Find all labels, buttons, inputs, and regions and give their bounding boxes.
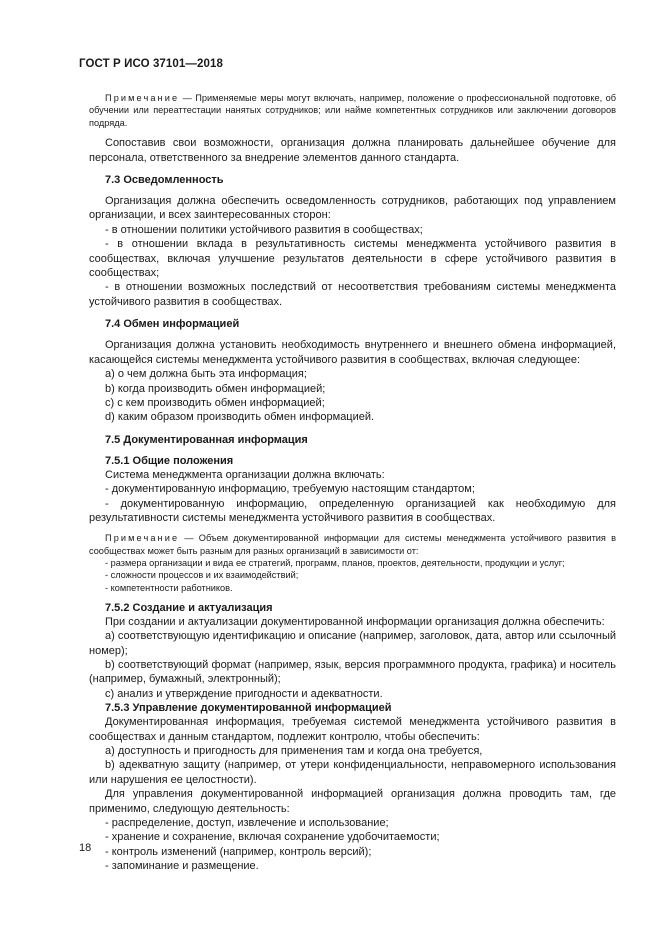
note-training — [89, 92, 616, 129]
list-item: - контроль изменений (например, контроль версий); — [105, 845, 372, 858]
list-item: c) с кем производить обмен информацией; — [105, 396, 325, 409]
note-list-item: - сложности процессов и их взаимодействий; — [105, 570, 299, 581]
section-heading-7-5: 7.5 Документированная информация — [105, 433, 308, 446]
section-heading-7-5-3: 7.5.3 Управление документированной информацией — [105, 702, 392, 715]
list-item: b) соответствующий формат (например, язык, версия программного продукта, графика) и носитель (например, бумажный, электронный); — [89, 658, 616, 686]
section-7-5-3-paragraph-2: Для управления документированной информацией организация должна проводить там, где применимо, следующую деятельность: — [89, 788, 616, 815]
section-heading-7-3: 7.3 Осведомленность — [105, 174, 224, 187]
list-item: a) соответствующую идентификацию и описание (например, заголовок, дата, автор или ссылочный номер); — [89, 630, 616, 657]
list-item: - хранение и сохранение, включая сохранение удобочитаемости; — [105, 831, 440, 844]
page-number: 18 — [79, 842, 92, 854]
note-label: Примечание — [105, 93, 180, 103]
note-documented-info — [89, 532, 616, 557]
paragraph-compare: Сопоставив свои возможности, организация должна планировать дальнейшее обучение для персонала, ответственного за внедрение элементов данного стандарта. — [89, 137, 616, 164]
list-item: - распределение, доступ, извлечение и использование; — [105, 817, 389, 830]
list-item: d) каким образом производить обмен информацией. — [105, 411, 375, 424]
list-item: - в отношении политики устойчивого развития в сообществах; — [105, 223, 423, 236]
section-heading-7-4: 7.4 Обмен информацией — [105, 318, 240, 331]
section-7-3-intro: Организация должна обеспечить осведомленность сотрудников, работающих под управлением организации, и всех заинтересованных сторон: — [89, 195, 616, 222]
note-list-item: - компетентности работников. — [105, 582, 233, 593]
list-item: b) когда производить обмен информацией; — [105, 382, 326, 395]
page-content — [89, 92, 616, 874]
section-7-5-3-intro: Документированная информация, требуемая системой менеджмента устойчивого развития в сообществах и данным стандартом, подлежит контролю, чтобы обеспечить: — [89, 716, 616, 743]
list-item: - запоминание и размещение. — [105, 860, 259, 873]
note-list-item: - размера организации и вида ее стратегий, программ, планов, проектов, деятельности, продукции и услуг; — [105, 558, 565, 569]
list-item: c) анализ и утверждение пригодности и адекватности. — [105, 687, 383, 700]
list-item: a) доступность и пригодность для применения там и когда она требуется, — [105, 745, 483, 758]
note-text: — Применяемые меры могут включать, например, положение о профессиональной подготовке, об обучении или переаттестации нанятых сотрудников; или найме компетентных сотрудников или заключении договоров подряда. — [89, 93, 616, 128]
note-label: Примечание — [105, 533, 180, 544]
list-item: - документированную информацию, определенную организацией как необходимую для результативности системы менеджмента устойчивого развития в сообществах. — [89, 497, 616, 524]
document-header: ГОСТ Р ИСО 37101—2018 — [79, 58, 224, 70]
section-7-5-1-intro: Система менеджмента организации должна включать: — [105, 468, 385, 481]
list-item: a) о чем должна быть эта информация; — [105, 368, 307, 381]
section-heading-7-5-1: 7.5.1 Общие положения — [105, 454, 234, 467]
list-item: b) адекватную защиту (например, от утери конфиденциальности, неправомерного использования или нарушения ее целостности). — [89, 759, 616, 786]
note-text: — Объем документированной информации для системы менеджмента устойчивого развития в сообществах может быть разным для разных организаций в зависимости от: — [89, 533, 616, 556]
list-item: - документированную информацию, требуемую настоящим стандартом; — [105, 483, 475, 496]
list-item: - в отношении вклада в результативность системы менеджмента устойчивого развития в сообществах, включая улучшение результатов деятельности в сфере устойчивого развития в сообществах; — [89, 238, 616, 280]
section-7-4-intro: Организация должна установить необходимость внутреннего и внешнего обмена информацией, касающейся системы менеджмента устойчивого развития в сообществах, включая следующее: — [89, 339, 616, 366]
section-heading-7-5-2: 7.5.2 Создание и актуализация — [105, 601, 273, 614]
section-7-5-2-intro: При создании и актуализации документированной информации организация должна обеспечить: — [105, 615, 605, 628]
list-item: - в отношении возможных последствий от несоответствия требованиям системы менеджмента устойчивого развития в сообществах. — [89, 281, 616, 308]
